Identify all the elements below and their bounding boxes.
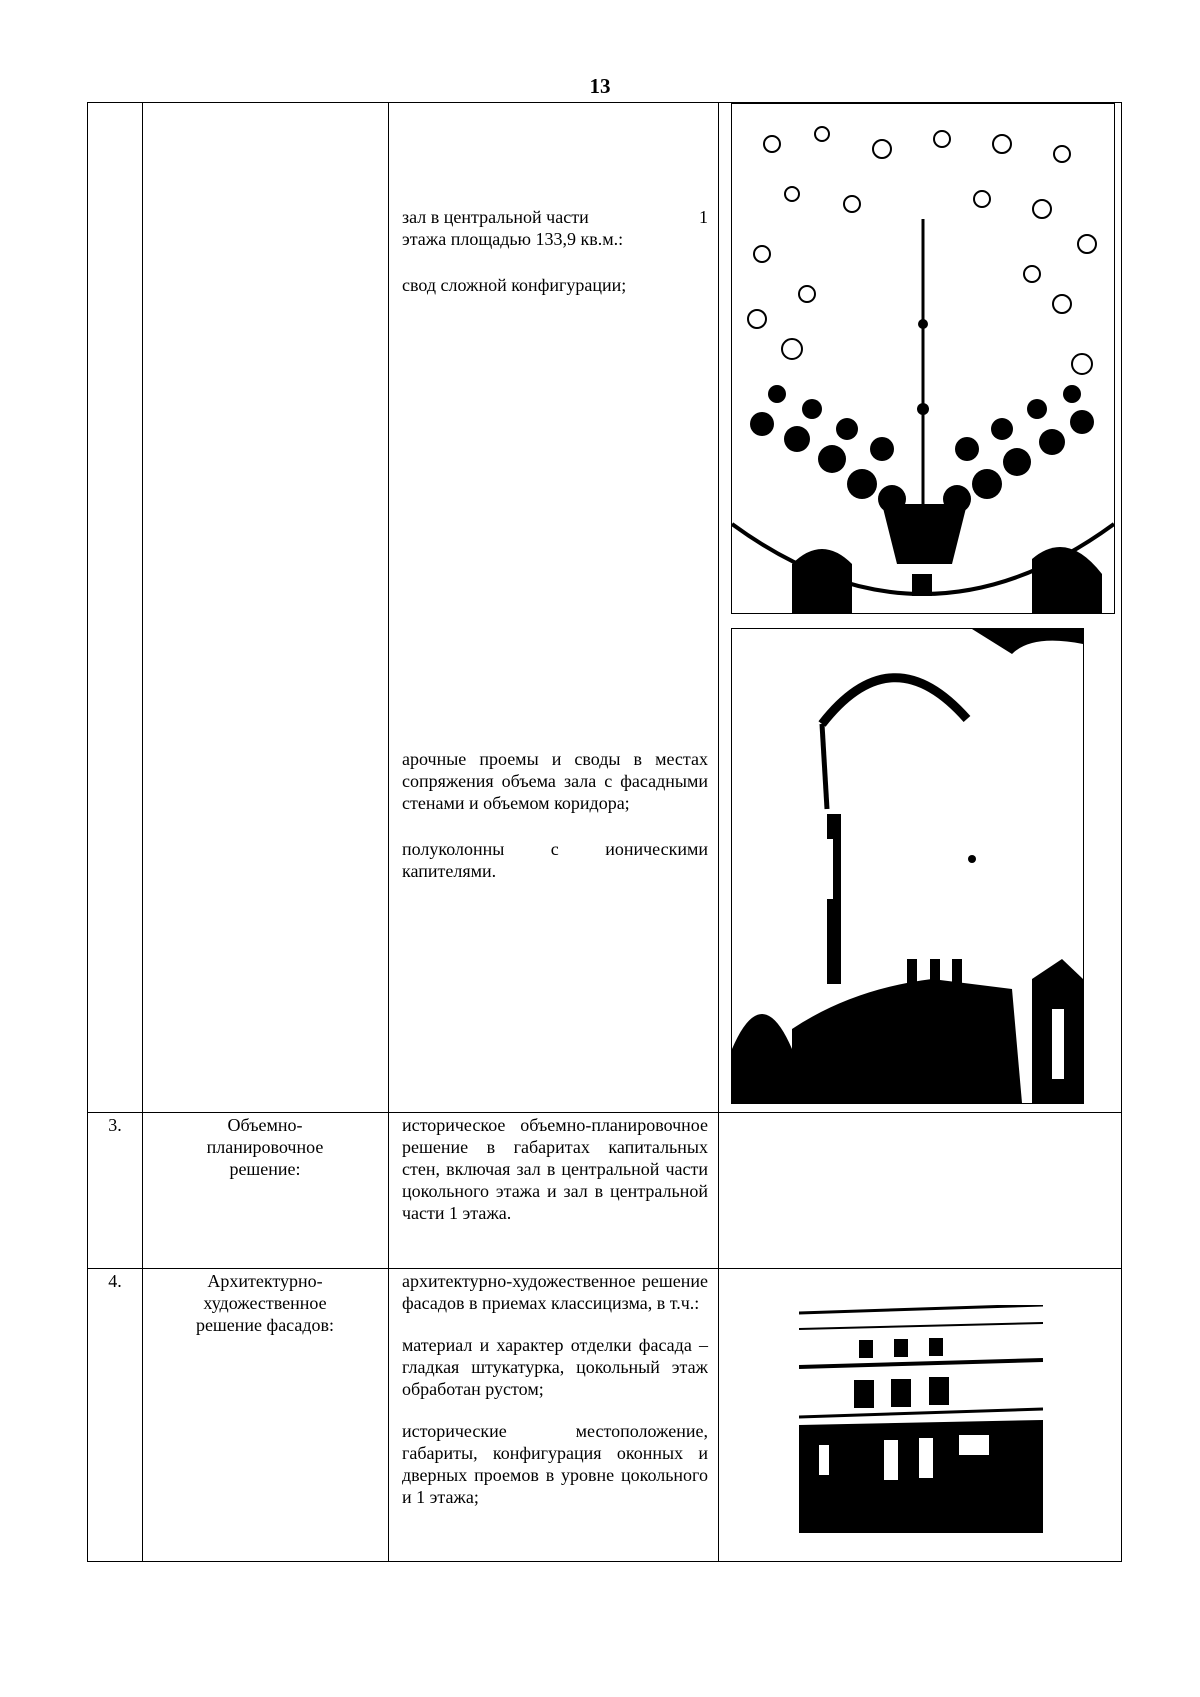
dome-ceiling-photo	[731, 103, 1115, 614]
table-border-bottom	[87, 1561, 1122, 1562]
facade-photo	[799, 1305, 1043, 1533]
row4-desc-material: материал и характер отделки фасада – гладкая штукатурка, цокольный этаж обработан рустом;	[402, 1335, 708, 1399]
row3-number: 3.	[108, 1115, 122, 1135]
hall-description-cell	[402, 206, 708, 296]
row4-number: 4.	[108, 1271, 122, 1291]
hall-floor-number: 1	[699, 207, 708, 227]
table-border-right	[1121, 102, 1122, 1562]
row4-desc-intro: архитектурно-художественное решение фасадов в приемах классицизма, в т.ч.:	[402, 1271, 708, 1313]
row3-description: историческое объемно-планировочное решение в габаритах капитальных стен, включая зал в центральной части цокольного этажа и зал в центральной части 1 этажа.	[402, 1115, 708, 1223]
page-number: 13	[589, 74, 611, 98]
vault-text: свод сложной конфигурации;	[402, 275, 627, 295]
row4-desc-openings: исторические местоположение, габариты, конфигурация оконных и дверных проемов в уровне цокольного и 1 этажа;	[402, 1421, 708, 1507]
row4-name: Архитектурно-художественное решение фасадов:	[195, 1271, 335, 1335]
row-divider-3	[87, 1112, 1122, 1113]
column-divider-1	[142, 102, 143, 1562]
hall-line1: зал в центральной части	[402, 207, 589, 227]
arched-opening-photo	[731, 628, 1084, 1104]
row4-description	[402, 1270, 708, 1508]
arches-text: арочные проемы и своды в местах сопряжения объема зала с фасадными стенами и объемом коридора;	[402, 749, 708, 813]
row3-name: Объемно-планировочное решение:	[206, 1115, 324, 1179]
arches-description-cell	[402, 748, 708, 882]
table-border-left	[87, 102, 88, 1562]
column-divider-3	[718, 102, 719, 1562]
row-divider-4	[87, 1268, 1122, 1269]
column-divider-2	[388, 102, 389, 1562]
half-columns-text: полуколонны с ионическими капителями.	[402, 839, 708, 881]
hall-line2: этажа площадью 133,9 кв.м.:	[402, 229, 624, 249]
